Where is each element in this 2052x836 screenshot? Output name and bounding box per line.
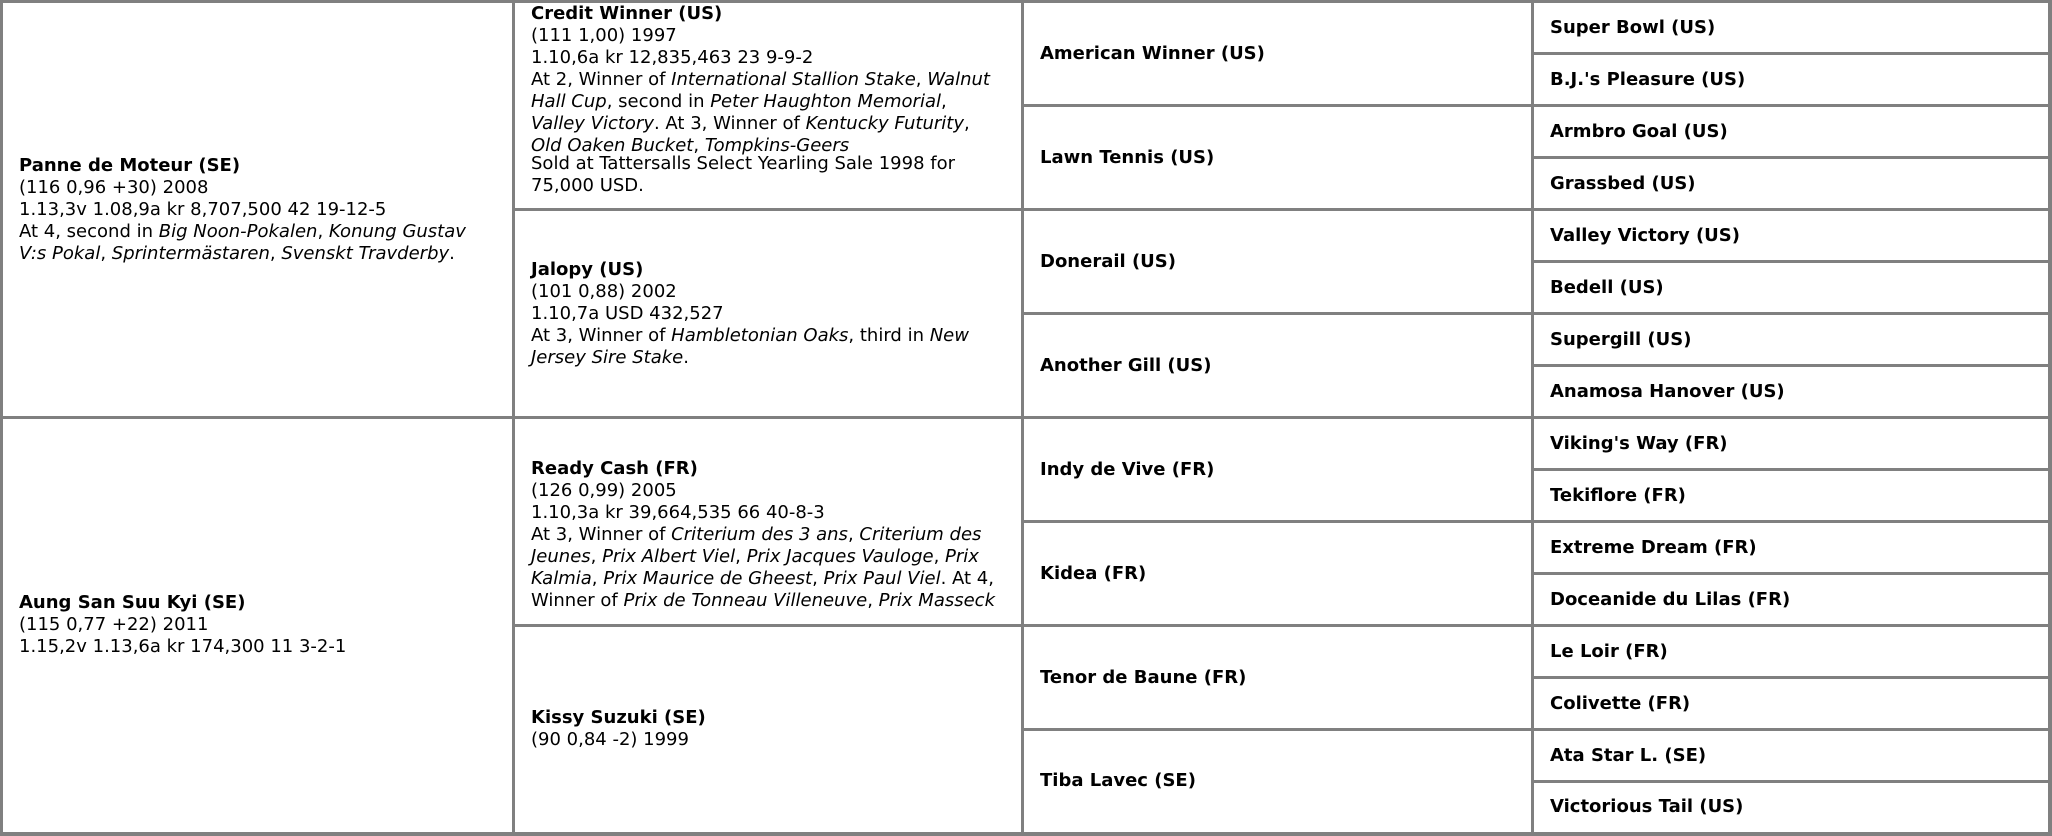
sire-sire-cell <box>514 2 1023 210</box>
gen3-item[interactable]: Kidea (FR) <box>1023 522 1533 626</box>
sire-record: 1.13,3v 1.08,9a kr 8,707,500 42 19-12-5 <box>19 198 387 220</box>
race-name: Prix Albert Viel <box>602 545 736 567</box>
dam-record: 1.15,2v 1.13,6a kr 174,300 11 3-2-1 <box>19 636 347 658</box>
gen4-item[interactable]: Valley Victory (US) <box>1533 210 2050 262</box>
dam-cell <box>2 418 514 834</box>
sire-cell <box>2 2 514 418</box>
race-name: Prix Masseck <box>878 589 995 611</box>
race-name: Prix Paul Viel <box>823 567 941 589</box>
sire-dam-note: At 3, Winner of Hambletonian Oaks, third in New Jersey Sire Stake. <box>531 324 969 368</box>
race-name: Old Oaken Bucket <box>531 135 694 156</box>
sire-sire-index: (111 1,00) 1997 <box>531 25 677 46</box>
race-name: Criterium des 3 ans <box>671 523 848 545</box>
sire-note: At 4, second in Big Noon-Pokalen, Konung Gustav V:s Pokal, Sprintermästaren, Svenskt Travderby. <box>19 220 466 264</box>
race-name: Prix Maurice de Gheest <box>603 567 813 589</box>
gen3-item[interactable]: Donerail (US) <box>1023 210 1533 314</box>
race-name: Hambletonian Oaks <box>671 324 849 346</box>
sire-sire-name[interactable]: Credit Winner (US) <box>531 3 723 24</box>
gen4-item[interactable]: Armbro Goal (US) <box>1533 106 2050 158</box>
gen3-item[interactable]: Indy de Vive (FR) <box>1023 418 1533 522</box>
dam-dam-name[interactable]: Kissy Suzuki (SE) <box>531 707 706 729</box>
dam-name[interactable]: Aung San Suu Kyi (SE) <box>19 592 246 614</box>
dam-dam-cell <box>514 626 1023 834</box>
gen4-item[interactable]: Victorious Tail (US) <box>1533 782 2050 834</box>
gen4-item[interactable]: Ata Star L. (SE) <box>1533 730 2050 782</box>
race-name: Tompkins-Geers <box>704 135 850 156</box>
gen4-item[interactable]: Anamosa Hanover (US) <box>1533 366 2050 418</box>
race-name: Prix Jacques Vauloge <box>746 545 934 567</box>
dam-dam-index: (90 0,84 -2) 1999 <box>531 729 689 751</box>
gen4-item[interactable]: Colivette (FR) <box>1533 678 2050 730</box>
gen4-item[interactable]: Bedell (US) <box>1533 262 2050 314</box>
gen4-item[interactable]: Le Loir (FR) <box>1533 626 2050 678</box>
sire-dam-record: 1.10,7a USD 432,527 <box>531 302 724 324</box>
gen3-item[interactable]: Lawn Tennis (US) <box>1023 106 1533 210</box>
gen3-item[interactable]: Another Gill (US) <box>1023 314 1533 418</box>
dam-sire-index: (126 0,99) 2005 <box>531 479 677 501</box>
dam-sire-cell <box>514 418 1023 626</box>
sire-dam-name[interactable]: Jalopy (US) <box>531 258 644 280</box>
dam-sire-record: 1.10,3a kr 39,664,535 66 40-8-3 <box>531 501 825 523</box>
race-name: Valley Victory <box>531 113 654 134</box>
sire-sire-sold: Sold at Tattersalls Select Yearling Sale 1998 for 75,000 USD. <box>531 153 955 196</box>
race-name: Prix de Tonneau Villeneuve <box>623 589 868 611</box>
gen3-item[interactable]: American Winner (US) <box>1023 2 1533 106</box>
race-name: Walnut Hall Cup <box>531 69 990 112</box>
dam-sire-name[interactable]: Ready Cash (FR) <box>531 457 698 479</box>
gen4-item[interactable]: Viking's Way (FR) <box>1533 418 2050 470</box>
race-name: International Stallion Stake <box>671 69 916 90</box>
gen4-item[interactable]: Super Bowl (US) <box>1533 2 2050 54</box>
sire-index: (116 0,96 +30) 2008 <box>19 176 209 198</box>
race-name: Peter Haughton Memorial <box>710 91 941 112</box>
gen4-item[interactable]: Grassbed (US) <box>1533 158 2050 210</box>
gen4-item[interactable]: Tekiflore (FR) <box>1533 470 2050 522</box>
gen4-item[interactable]: Extreme Dream (FR) <box>1533 522 2050 574</box>
dam-index: (115 0,77 +22) 2011 <box>19 614 209 636</box>
sire-sire-record: 1.10,6a kr 12,835,463 23 9-9-2 <box>531 47 814 68</box>
sire-dam-index: (101 0,88) 2002 <box>531 280 677 302</box>
gen4-item[interactable]: B.J.'s Pleasure (US) <box>1533 54 2050 106</box>
sire-sire-note: At 2, Winner of International Stallion Stake, Walnut Hall Cup, second in Peter Haughton Memorial, Valley Victory. At 3, Winner of Kentucky Futurity, Old Oaken Bucket, Tompkins-Geers <box>531 69 990 156</box>
sire-name[interactable]: Panne de Moteur (SE) <box>19 154 241 176</box>
gen4-item[interactable]: Supergill (US) <box>1533 314 2050 366</box>
race-name: Criterium des Jeunes <box>531 523 982 567</box>
gen3-item[interactable]: Tiba Lavec (SE) <box>1023 730 1533 834</box>
gen4-item[interactable]: Doceanide du Lilas (FR) <box>1533 574 2050 626</box>
race-name: Kentucky Futurity <box>805 113 965 134</box>
race-name: New Jersey Sire Stake <box>531 324 969 368</box>
sire-dam-cell <box>514 210 1023 418</box>
race-name: Prix Kalmia <box>531 545 979 589</box>
dam-sire-note: At 3, Winner of Criterium des 3 ans, Criterium des Jeunes, Prix Albert Viel, Prix Jacques Vauloge, Prix Kalmia, Prix Maurice de Gheest, Prix Paul Viel. At 4, Winner of Prix de Tonneau Villeneuve, Prix Masseck <box>531 523 995 611</box>
gen3-item[interactable]: Tenor de Baune (FR) <box>1023 626 1533 730</box>
